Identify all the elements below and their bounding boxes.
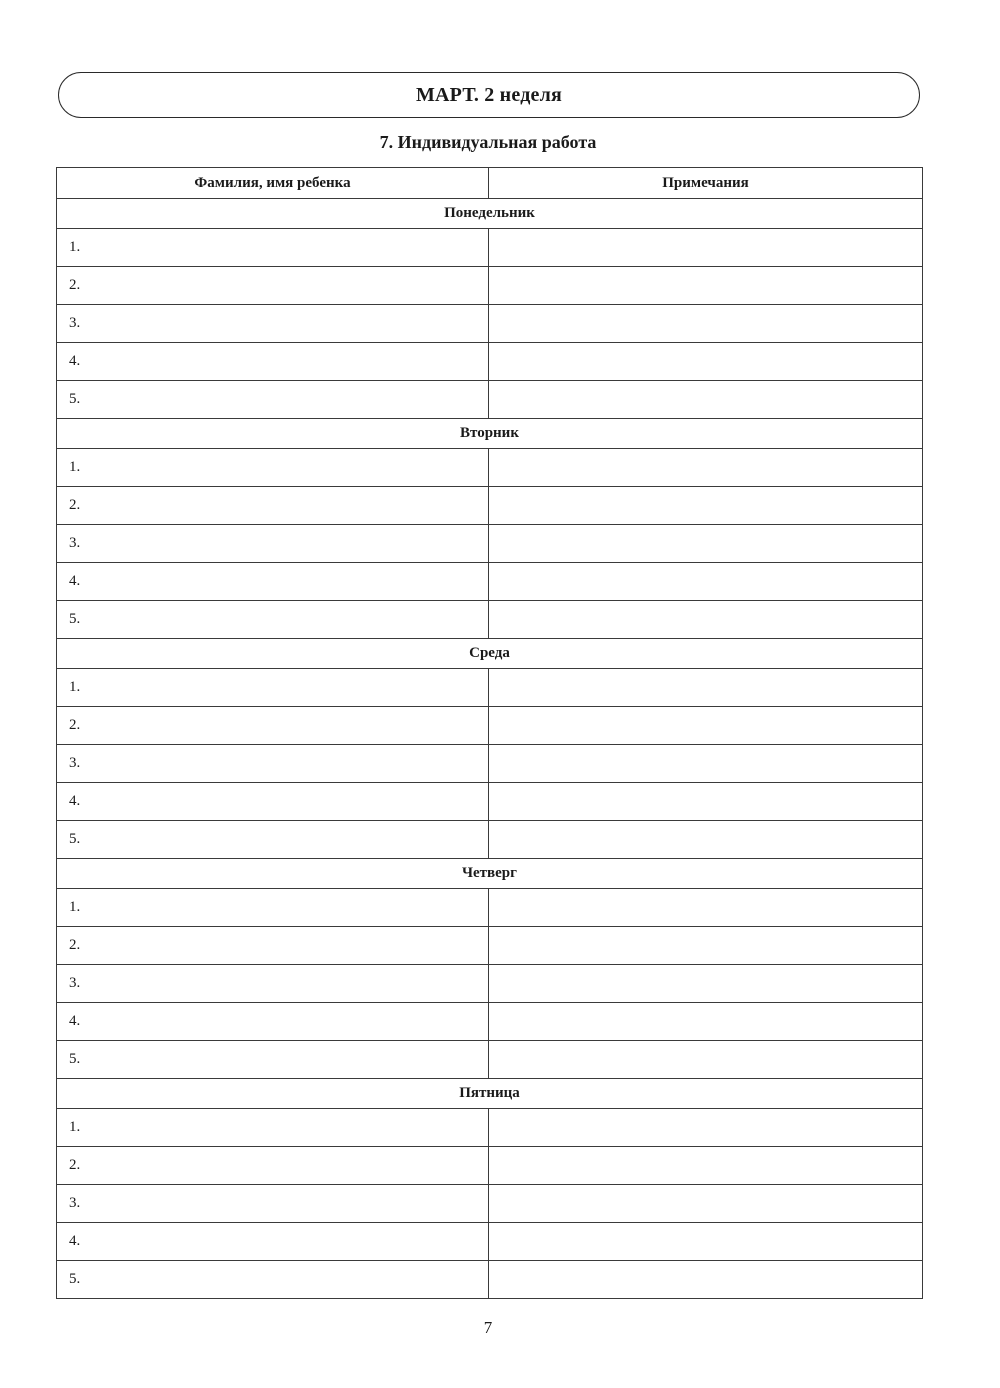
- table-row: [57, 927, 923, 965]
- table-row: [57, 707, 923, 745]
- child-name-cell: 3.: [57, 1185, 489, 1223]
- child-name-cell: 4.: [57, 563, 489, 601]
- notes-cell: [489, 1003, 923, 1041]
- table-row: [57, 487, 923, 525]
- child-name-cell: 5.: [57, 1041, 489, 1079]
- child-name-cell: 5.: [57, 381, 489, 419]
- notes-cell: [489, 1223, 923, 1261]
- child-name-cell: 2.: [57, 927, 489, 965]
- day-heading: Среда: [57, 639, 923, 669]
- day-row: [57, 419, 923, 449]
- notes-cell: [489, 1185, 923, 1223]
- table-row: [57, 601, 923, 639]
- child-name-cell: 2.: [57, 267, 489, 305]
- notes-cell: [489, 563, 923, 601]
- notes-cell: [489, 821, 923, 859]
- column-header-notes: Примечания: [489, 168, 923, 199]
- page-number: 7: [483, 1318, 493, 1337]
- table-body: [57, 199, 923, 1299]
- child-name-cell: 3.: [57, 745, 489, 783]
- child-name-cell: 1.: [57, 229, 489, 267]
- table-row: [57, 1185, 923, 1223]
- day-row: [57, 1079, 923, 1109]
- notes-cell: [489, 1041, 923, 1079]
- notes-cell: [489, 601, 923, 639]
- table-row: [57, 821, 923, 859]
- notes-cell: [489, 525, 923, 563]
- table-row: [57, 1147, 923, 1185]
- page-title: МАРТ. 2 неделя: [415, 83, 563, 106]
- table-row: [57, 525, 923, 563]
- table-row: [57, 563, 923, 601]
- child-name-cell: 5.: [57, 821, 489, 859]
- child-name-cell: 3.: [57, 305, 489, 343]
- notes-cell: [489, 669, 923, 707]
- table-header-row: [57, 168, 923, 199]
- child-name-cell: 4.: [57, 1003, 489, 1041]
- notes-cell: [489, 707, 923, 745]
- table-row: [57, 1003, 923, 1041]
- table-row: [57, 229, 923, 267]
- table-row: [57, 965, 923, 1003]
- child-name-cell: 2.: [57, 487, 489, 525]
- individual-work-table: [56, 167, 923, 1299]
- notes-cell: [489, 449, 923, 487]
- notes-cell: [489, 745, 923, 783]
- day-row: [57, 639, 923, 669]
- table-row: [57, 783, 923, 821]
- table-row: [57, 745, 923, 783]
- table-row: [57, 343, 923, 381]
- table-row: [57, 305, 923, 343]
- child-name-cell: 3.: [57, 965, 489, 1003]
- day-heading: Понедельник: [57, 199, 923, 229]
- child-name-cell: 4.: [57, 343, 489, 381]
- notes-cell: [489, 343, 923, 381]
- day-heading: Четверг: [57, 859, 923, 889]
- section-subtitle: 7. Индивидуальная работа: [379, 132, 597, 152]
- day-heading: Пятница: [57, 1079, 923, 1109]
- table-row: [57, 889, 923, 927]
- table-row: [57, 1041, 923, 1079]
- notes-cell: [489, 267, 923, 305]
- child-name-cell: 5.: [57, 601, 489, 639]
- notes-cell: [489, 783, 923, 821]
- table-row: [57, 267, 923, 305]
- notes-cell: [489, 889, 923, 927]
- child-name-cell: 1.: [57, 889, 489, 927]
- notes-cell: [489, 1109, 923, 1147]
- table-row: [57, 1109, 923, 1147]
- day-heading: Вторник: [57, 419, 923, 449]
- day-row: [57, 199, 923, 229]
- child-name-cell: 3.: [57, 525, 489, 563]
- day-row: [57, 859, 923, 889]
- child-name-cell: 1.: [57, 1109, 489, 1147]
- child-name-cell: 5.: [57, 1261, 489, 1299]
- notes-cell: [489, 965, 923, 1003]
- notes-cell: [489, 305, 923, 343]
- notes-cell: [489, 381, 923, 419]
- table-row: [57, 669, 923, 707]
- notes-cell: [489, 1147, 923, 1185]
- notes-cell: [489, 1261, 923, 1299]
- child-name-cell: 4.: [57, 783, 489, 821]
- child-name-cell: 2.: [57, 1147, 489, 1185]
- table-row: [57, 381, 923, 419]
- title-box: [58, 72, 920, 118]
- table-row: [57, 1223, 923, 1261]
- notes-cell: [489, 927, 923, 965]
- notes-cell: [489, 487, 923, 525]
- child-name-cell: 4.: [57, 1223, 489, 1261]
- child-name-cell: 1.: [57, 449, 489, 487]
- child-name-cell: 1.: [57, 669, 489, 707]
- table-row: [57, 449, 923, 487]
- column-header-child-name: Фамилия, имя ребенка: [57, 168, 489, 199]
- notes-cell: [489, 229, 923, 267]
- table-row: [57, 1261, 923, 1299]
- child-name-cell: 2.: [57, 707, 489, 745]
